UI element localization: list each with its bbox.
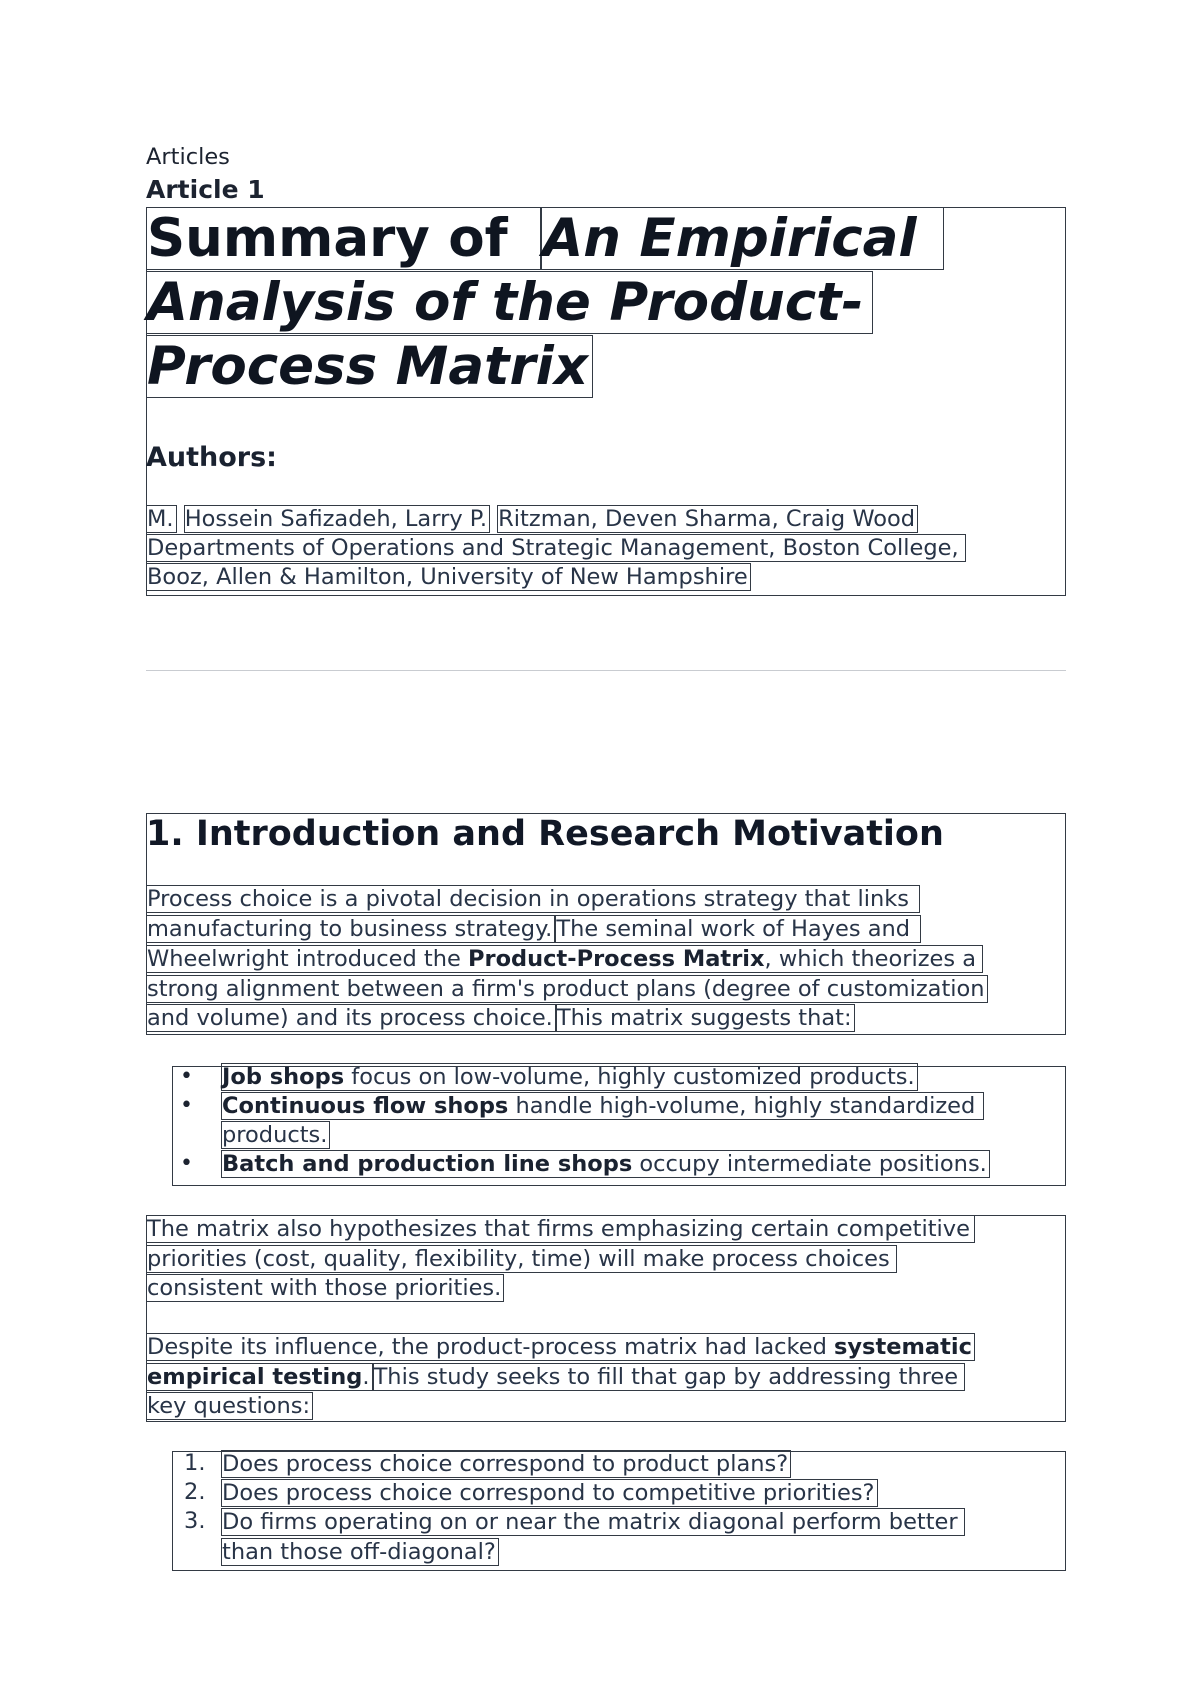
list-item: Do firms operating on or near the matrix diagonal perform better <box>221 1508 965 1538</box>
para3-line-1: Despite its influence, the product-process matrix had lacked systematic <box>146 1333 975 1363</box>
para3-line-2: empirical testing. This study seeks to fill that gap by addressing three <box>146 1363 965 1393</box>
bullet-icon: • <box>180 1064 193 1089</box>
list-item: Batch and production line shops occupy intermediate positions. <box>221 1150 990 1180</box>
list-number: 1. <box>184 1450 206 1476</box>
article-title-line-3: Process Matrix <box>146 336 593 398</box>
emphasis-systematic: systematic <box>834 1334 972 1360</box>
bullet-icon: • <box>180 1151 193 1176</box>
authors-line-3: Booz, Allen & Hamilton, University of New Hampshire <box>146 563 751 593</box>
para3-line-3: key questions: <box>146 1392 313 1422</box>
intro-para-line-2: manufacturing to business strategy. The seminal work of Hayes and <box>146 915 921 945</box>
article-title-line-1 <box>146 208 944 270</box>
para2-line-2: priorities (cost, quality, flexibility, time) will make process choices <box>146 1245 897 1275</box>
bullet-icon: • <box>180 1093 193 1118</box>
authors-heading: Authors: <box>146 442 277 473</box>
intro-para-line-3: Wheelwright introduced the Product-Process Matrix, which theorizes a <box>146 945 983 975</box>
list-item: Does process choice correspond to competitive priorities? <box>221 1479 878 1509</box>
list-item-continuation: products. <box>221 1121 330 1151</box>
title-prefix: Summary of <box>146 207 541 270</box>
emphasis-product-process-matrix: Product-Process Matrix <box>468 946 765 972</box>
intro-para-line-4: strong alignment between a firm's product plans (degree of customization <box>146 975 988 1005</box>
list-item: Continuous flow shops handle high-volume, highly standardized <box>221 1092 984 1122</box>
article-title-line-2: Analysis of the Product- <box>146 272 873 334</box>
para2-line-3: consistent with those priorities. <box>146 1274 504 1304</box>
list-item: Job shops focus on low-volume, highly customized products. <box>221 1063 918 1093</box>
kicker-label: Articles <box>146 144 230 170</box>
authors-line-2: Departments of Operations and Strategic Management, Boston College, <box>146 534 966 564</box>
list-number: 2. <box>184 1479 206 1505</box>
title-italic-part: An Empirical <box>541 207 943 270</box>
list-item: Does process choice correspond to product plans? <box>221 1450 791 1480</box>
para2-line-1: The matrix also hypothesizes that firms emphasizing certain competitive <box>146 1215 975 1245</box>
article-number: Article 1 <box>146 175 265 204</box>
section-heading: 1. Introduction and Research Motivation <box>146 814 944 854</box>
emphasis-empirical-testing: empirical testing <box>147 1364 363 1390</box>
list-item-continuation: than those off-diagonal? <box>221 1538 499 1568</box>
intro-para-line-5: and volume) and its process choice. This matrix suggests that: <box>146 1004 855 1034</box>
section-divider <box>146 670 1066 671</box>
intro-para-line-1: Process choice is a pivotal decision in operations strategy that links <box>146 885 920 915</box>
authors-line-1: M. Hossein Safizadeh, Larry P. Ritzman, Deven Sharma, Craig Wood <box>146 505 918 535</box>
list-number: 3. <box>184 1508 206 1534</box>
